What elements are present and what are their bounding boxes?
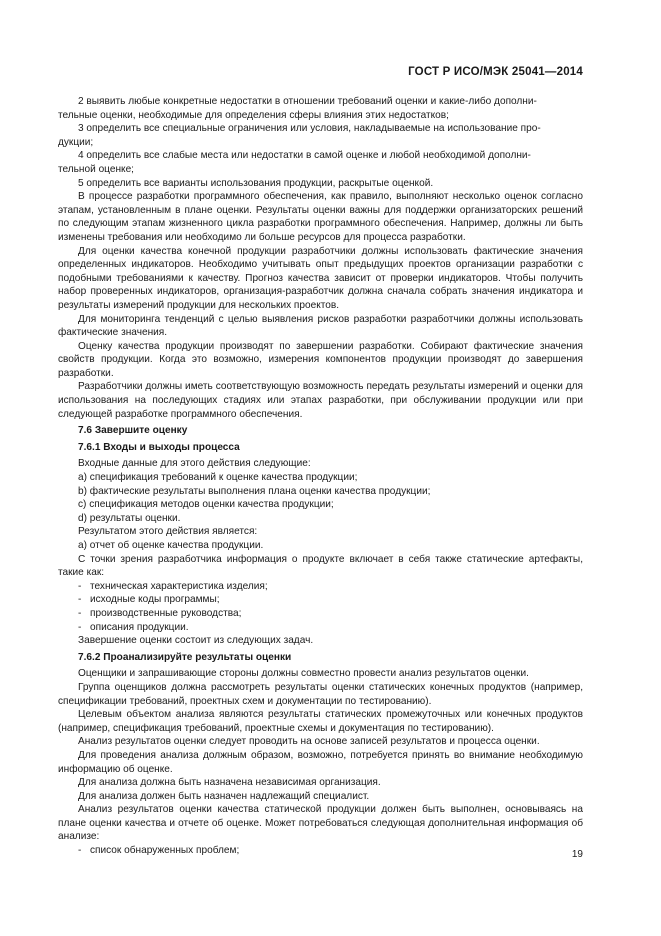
list-item: a) спецификация требований к оценке качества продукции; — [78, 472, 358, 484]
document-body — [58, 95, 583, 858]
dash-bullet: - — [78, 621, 82, 633]
paragraph: Оценку качества продукции производят по завершении разработки. Собирают фактические значения свойств продукции. Когда это возможно, измерения компонентов продукции производят до завершения разработки. — [58, 340, 583, 379]
list-item: 3 определить все специальные ограничения или условия, накладываемые на использование про- — [78, 123, 541, 135]
list-item-continuation: тельной оценке; — [58, 163, 134, 175]
inputs-intro: Входные данные для этого действия следующие: — [78, 458, 311, 470]
paragraph: Группа оценщиков должна рассмотреть результаты оценки статических конечных продуктов (например, спецификации требований, проектных схем и документации по тестированию). — [58, 681, 583, 707]
section-heading-7-6-1: 7.6.1 Входы и выходы процесса — [78, 441, 240, 453]
paragraph: Для анализа должна быть назначена независимая организация. — [78, 777, 381, 789]
paragraph: Для анализа должен быть назначен надлежащий специалист. — [78, 790, 370, 802]
document-header: ГОСТ Р ИСО/МЭК 25041—2014 — [408, 66, 583, 78]
paragraph: Анализ результатов оценки следует проводить на основе записей результатов и процесса оценки. — [78, 736, 540, 748]
list-item: d) результаты оценки. — [78, 512, 181, 524]
list-item: 5 определить все варианты использования продукции, раскрытые оценкой. — [78, 177, 434, 189]
list-item: 2 выявить любые конкретные недостатки в отношении требований оценки и какие-либо дополни- — [78, 96, 537, 107]
paragraph: Анализ результатов оценки качества статической продукции должен быть выполнен, основываясь на плане оценки качества и отчете об оценке. Может потребоваться следующая дополнительная информация об анализе: — [58, 804, 583, 843]
paragraph: В процессе разработки программного обеспечения, как правило, выполняют несколько оценок согласно этапам, установленным в плане оценки. Результаты оценки важны для поддержки организаторских решений по следующим этапам жизненного цикла разработки программного обеспечения. Например, должны ли быть изменены требования или необходимо ли больше ресурсов для процесса разработки. — [58, 191, 583, 243]
dash-item-text: исходные коды программы; — [90, 594, 220, 606]
dash-list-item — [58, 593, 583, 607]
paragraph: Оценщики и запрашивающие стороны должны совместно провести анализ результатов оценки. — [78, 668, 529, 680]
paragraph: Разработчики должны иметь соответствующую возможность передать результаты измерений и оценки для использования на последующих стадиях или этапах разработки, при обслуживании продукции или при следующей разработке программного обеспечения. — [58, 381, 583, 420]
paragraph: Целевым объектом анализа являются результаты статических промежуточных или конечных продуктов (например, спецификация требований, проектные схемы и документация по тестированию). — [58, 709, 583, 734]
list-item: b) фактические результаты выполнения плана оценки качества продукции; — [78, 485, 431, 497]
dash-item-text: техническая характеристика изделия; — [90, 580, 268, 592]
paragraph: Для проведения анализа должным образом, возможно, потребуется принять во внимание необходимую информацию об оценке. — [58, 749, 583, 775]
list-item: a) отчет об оценке качества продукции. — [78, 540, 264, 551]
page-number: 19 — [571, 849, 583, 860]
dash-bullet: - — [78, 580, 82, 592]
outputs-intro: Результатом этого действия является: — [78, 526, 258, 538]
dash-bullet: - — [78, 594, 82, 606]
list-item: 4 определить все слабые места или недостатки в самой оценке и любой необходимой дополни- — [78, 150, 531, 162]
section-heading-7-6: 7.6 Завершите оценку — [78, 425, 188, 437]
dash-list-item — [58, 621, 583, 635]
section-heading-7-6-2: 7.6.2 Проанализируйте результаты оценки — [78, 651, 292, 663]
list-item-continuation: дукции; — [58, 136, 94, 148]
dash-item-text: список обнаруженных проблем; — [90, 845, 240, 857]
dash-list-item — [58, 580, 583, 594]
artifacts-intro: С точки зрения разработчика информация о продукте включает в себя также статические артефакты, такие как: — [58, 553, 583, 579]
paragraph: Завершение оценки состоит из следующих задач. — [78, 635, 314, 647]
dash-bullet: - — [78, 845, 82, 857]
dash-list-item — [58, 844, 583, 858]
dash-list-item — [58, 607, 583, 621]
dash-item-text: описания продукции. — [90, 621, 189, 633]
list-item-continuation: тельные оценки, необходимые для определения сферы влияния этих недостатков; — [58, 109, 449, 121]
paragraph: Для мониторинга тенденций с целью выявления рисков разработки разработчики должны использовать фактические значения. — [58, 313, 583, 339]
dash-item-text: производственные руководства; — [90, 607, 242, 619]
paragraph: Для оценки качества конечной продукции разработчики должны использовать фактические значения определенных индикаторов. Необходимо учитывать опыт предыдущих проектов организации разработки с подобными требованиями к качеству. Прогноз качества зависит от проверки индикаторов. Чтобы получить набор проверенных индикаторов, организация-разработчик должна сначала собрать значения индикатора и результаты измерений продукции для нескольких проектов. — [58, 245, 583, 311]
dash-bullet: - — [78, 607, 82, 619]
list-item: c) спецификация методов оценки качества продукции; — [78, 499, 334, 511]
